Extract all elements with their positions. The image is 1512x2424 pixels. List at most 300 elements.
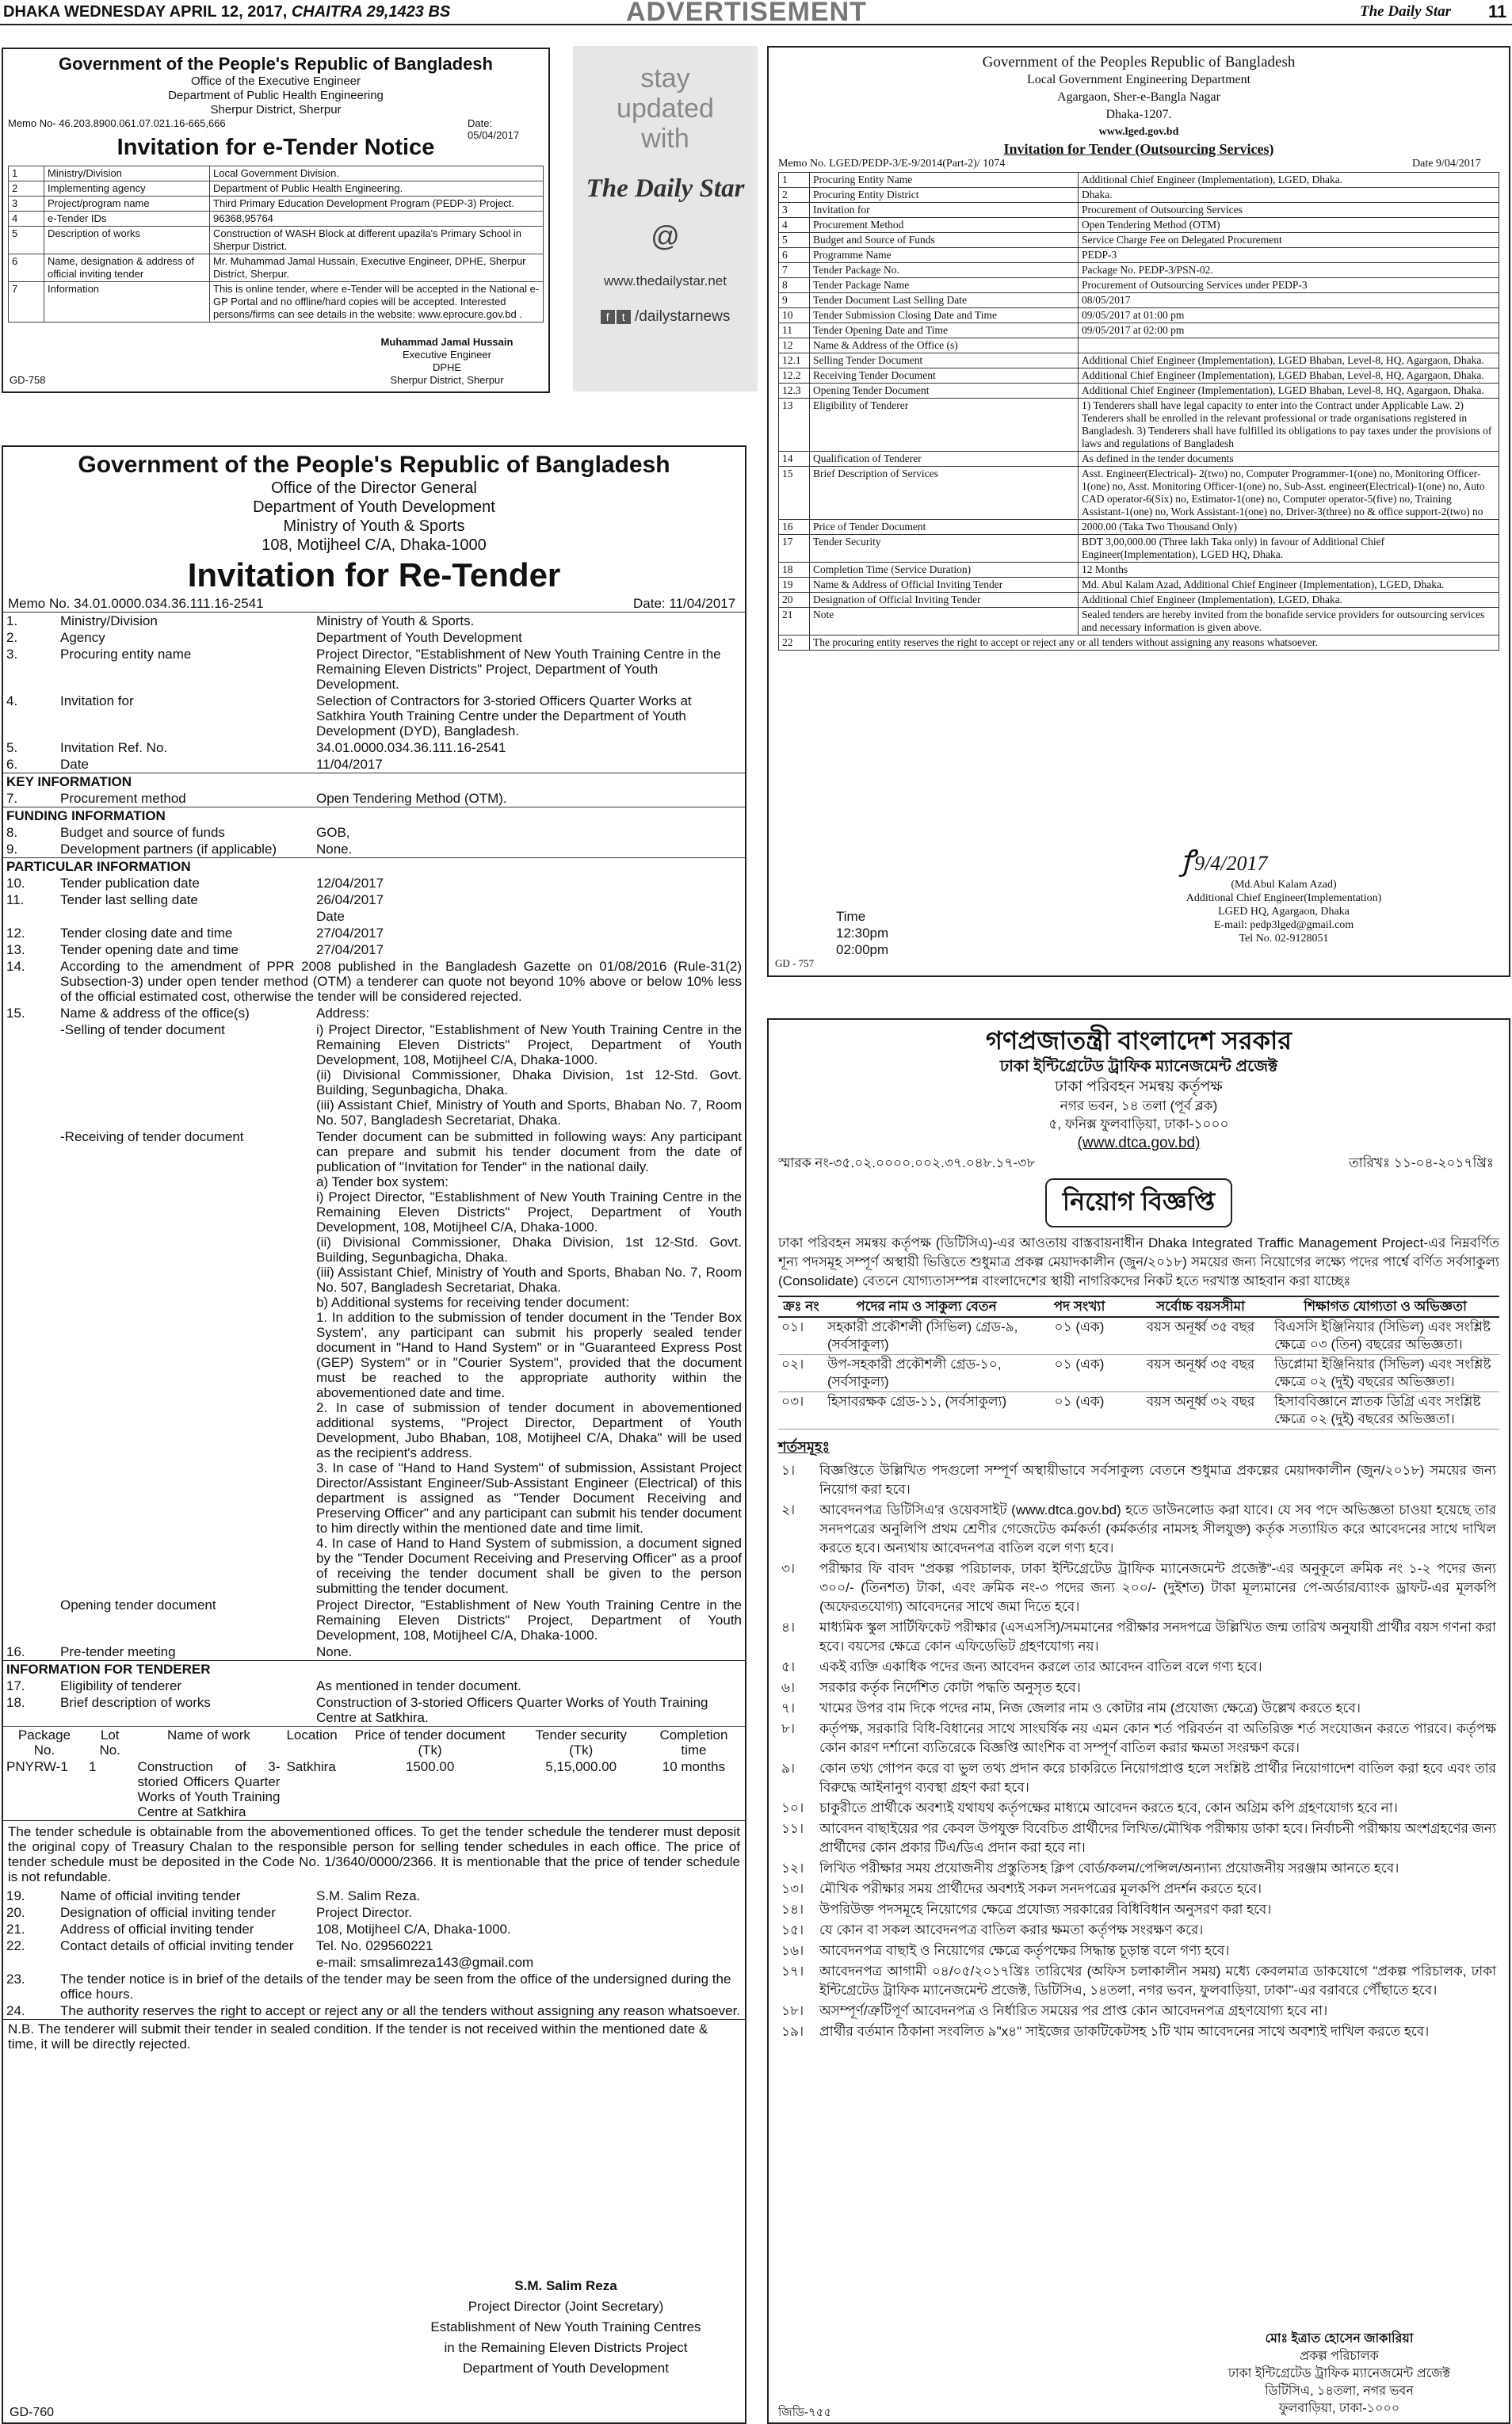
term-text: চাকুরীতে প্রার্থীকে অবশ্যই যথাযথ কর্তৃপক্ষের মাধ্যমে আবেদন করতে হবে, কোন অগ্রিম কপি গ্রহণযোগ্য হবে না।: [819, 1800, 1398, 1815]
table-cell: Development partners (if applicable): [60, 842, 277, 857]
table-row: [3, 756, 745, 773]
table-text: 4. In case of Hand to Hand System of submission, a document signed by the "Tender Document Receiving and Preserving Officer" as a proof of receiving the tender document shall be given to the person submitting the tender document.: [316, 1536, 742, 1596]
package-header-cell: Lot No.: [99, 1727, 120, 1758]
table-cell: [3, 1597, 57, 1643]
table-cell: Tender Package Name: [810, 278, 1079, 293]
ad3-header: Government of the People's Republic of Bangladesh Office of the Director General Department of Youth Development Ministry of Youth & Sports 108, Motijheel C/A, Dhaka-1000 Invitation for Re-Tender: [78, 452, 670, 594]
table-row: [3, 1678, 745, 1694]
ad4-memo-line: স্মারক নং-৩৫.০২.০০০০.০০২.৩৭.০৪৮.১৭-৩৮ তারিখঃ ১১-০৪-২০১৭খ্রিঃ: [778, 1155, 1495, 1170]
term-text: আবেদন বাছাইয়ের পর কেবল উপযুক্ত বিবেচিত প্রার্থীদের লিখিত/মৌখিক পরীক্ষায় ডাকা হবে। নির্বাচনী পরীক্ষায় অংশগ্রহণের জন্য প্রার্থীদের কোন প্রকার টিএ/ডিএ প্রদান করা হবে না।: [819, 1821, 1496, 1855]
table-cell: 9.: [6, 842, 18, 857]
ad2-memo-line: Memo No. LGED/PEDP-3/E-9/2014(Part-2)/ 1074 Date 9/04/2017: [778, 158, 1481, 170]
table-row: [779, 248, 1499, 263]
table-cell: 22.: [6, 1938, 25, 1953]
ad2-signature: (Md.Abul Kalam Azad) Additional Chief Engineer(Implementation) LGED HQ, Agargaon, Dhaka E-mail: pedp3lged@gmail.com Tel No. 02-9128051: [1186, 879, 1382, 945]
section-heading: [3, 858, 745, 876]
facebook-icon: f: [601, 310, 615, 324]
table-cell: Tender opening date and time: [60, 942, 239, 957]
table-row: [3, 629, 745, 646]
table-cell: [313, 1597, 745, 1643]
term-text: অসম্পূর্ণ/ত্রুটিপূর্ণ আবেদনপত্র ও নির্ধারিত সময়ের পর প্রাপ্ত কোন আবেদনপত্র গ্রহণযোগ্য হবে না।: [819, 2003, 1328, 2018]
table-cell: Procurement method: [60, 791, 186, 806]
table-cell: Construction of 3-storied Officers Quarter Works of Youth Training Centre at Satkhira.: [316, 1695, 708, 1725]
table-cell: Programme Name: [810, 248, 1079, 263]
table-cell: 09/05/2017 at 01:00 pm: [1079, 308, 1499, 323]
table-text: 1. In addition to the submission of tender document in the 'Tender Box System', any participant can submit his properly sealed tender document in "Hand to Hand System" or in "Guaranteed Express Post (GEP) System" or in "Courier System", provided that the document must be reached to the appropriate authority within the abovementioned date and time.: [316, 1310, 742, 1400]
table-cell: Receiving Tender Document: [810, 368, 1079, 384]
table-text: 3. In case of "Hand to Hand System" of submission, Assistant Project Director/Assistant Engineer/Sub-Assistant Engineer (Electrical) of this department is assigned as "Tender Document Receiving and Preserving Officer" and any participant can submit his tender document to him directly within the mentioned date and time limit.: [316, 1460, 742, 1536]
ad4-intro: ঢাকা পরিবহন সমন্বয় কর্তৃপক্ষ (ডিটিসিএ)-এর আওতায় বাস্তবায়নাধীন Dhaka Integrated Traffic Management Project-এর নিম্নবর্ণিত শূন্য পদসমূহ সম্পূর্ণ অস্থায়ী ভিত্তিতে শুধুমাত্র প্রকল্প মেয়াদকালীন (জুন/২০১৮) সময়ের জন্য নিয়োগের লক্ষ্যে পদের পার্শ্বে বর্ণিত সর্বসাকুল্য (Consolidate) বেতনে যোগ্যতাসম্পন্ন বাংলাদেশের স্থায়ী নাগরিকদের নিকট হতে দরখাস্ত আহবান করা যাচ্ছেঃ: [778, 1235, 1499, 1288]
table-cell: 16: [779, 520, 810, 535]
ad4-conditions-heading: শর্তসমূহঃ: [778, 1439, 830, 1455]
table-cell: Eligibility of tenderer: [60, 1678, 182, 1693]
table-cell: 09/05/2017 at 02:00 pm: [1079, 323, 1499, 338]
package-header-cell: Completion time: [659, 1727, 728, 1758]
table-cell: PEDP-3: [1079, 248, 1499, 263]
table-row: [3, 1904, 745, 1921]
table-cell: 20.: [6, 1905, 25, 1920]
position-cell: সহকারী প্রকৌশলী (সিভিল) গ্রেড-৯, (সর্বসাকুল্য): [824, 1317, 1029, 1355]
table-cell: 16.: [6, 1644, 25, 1659]
table-cell: Procuring entity name: [60, 647, 192, 662]
ad2-code: GD - 757: [775, 957, 815, 969]
table-cell: Project Director.: [316, 1905, 412, 1920]
term-row: [778, 1899, 1499, 1920]
promo-tagline: stay updated with: [617, 63, 714, 154]
table-cell: [313, 1021, 745, 1128]
ad4-signature: মোঃ ইত্রাত হোসেন জাকারিয়া প্রকল্প পরিচালক ঢাকা ইন্টিগ্রেটেড ট্রাফিক ম্যানেজমেন্ট প্রজেক্ট ডিটিসিএ, ১৪তলা, নগর ভবন ফুলবাড়িয়া, ঢাকা-১০০০: [1228, 2332, 1451, 2415]
table-cell: Dhaka.: [1079, 188, 1499, 203]
table-row: [779, 293, 1499, 308]
position-cell: ০১ (এক): [1029, 1317, 1130, 1355]
table-cell: Tender closing date and time: [60, 926, 233, 941]
page-number: 11: [1488, 2, 1507, 21]
table-cell: Tender Submission Closing Date and Time: [810, 308, 1079, 323]
table-cell: This is online tender, where e-Tender will be accepted in the National e-GP Portal and no offline/hard copies will be accepted. Interested persons/firms can see details in the website: www.eprocure.gov.bd .: [210, 282, 544, 323]
table-cell: Name of official inviting tender: [60, 1888, 241, 1903]
term-text: কোন তথ্য গোপন করে বা ভুল তথ্য প্রদান করে চাকরিতে নিয়োগপ্রাপ্ত হলে সংশ্লিষ্ট প্রার্থীর নিয়োগাদেশ বাতিল করা হবে এবং তার বিরুদ্ধে আইনানুগ ব্যবস্থা গ্রহণ করা হবে।: [819, 1761, 1496, 1795]
table-cell: Address:: [316, 1006, 370, 1021]
table-cell: Budget and Source of Funds: [810, 233, 1079, 248]
table-cell: Implementing agency: [44, 181, 210, 197]
table-text: (iii) Assistant Chief, Ministry of Youth and Sports, Bhaban No. 7, Room No. 507, Bangladesh Secretariat, Dhaka.: [316, 1097, 742, 1128]
table-cell: Procurement Method: [810, 218, 1079, 233]
table-cell: 12.2: [779, 368, 810, 384]
term-number: ৮।: [781, 1721, 796, 1736]
table-row: [3, 1021, 745, 1128]
table-row: [3, 1128, 745, 1597]
ad1-memo-line: Memo No- 46.203.8900.061.07.021.16-665,666 Date: 05/04/2017: [8, 117, 520, 141]
table-cell: 9: [779, 293, 810, 308]
term-number: ৬।: [781, 1680, 796, 1695]
package-header-row: [3, 1727, 745, 1759]
table-cell: 1: [779, 173, 810, 188]
table-row: [779, 399, 1499, 452]
ad3-signature: S.M. Salim Reza Project Director (Joint Secretary) Establishment of New Youth Training Centres in the Remaining Eleven Districts Project Department of Youth Development: [430, 2278, 701, 2376]
table-row: [779, 563, 1499, 578]
term-row: [778, 1819, 1499, 1858]
table-cell: 12: [779, 338, 810, 353]
ad-lged-tender: [767, 46, 1510, 977]
table-cell: Date: [60, 757, 89, 772]
table-row: [3, 739, 745, 756]
table-cell: Designation of Official Inviting Tender: [810, 593, 1079, 608]
table-text: 2. In case of submission of tender document in abovementioned additional systems, "Project Director, Department of Youth Development, Jubo Bhaban, 108, Motijheel C/A, Dhaka" will be used as the recipient's address.: [316, 1400, 742, 1460]
table-row: [779, 608, 1499, 636]
ad3-nb: N.B. The tenderer will submit their tender in sealed condition. If the tender is not received within the mentioned date & time, it will be directly rejected.: [3, 2019, 745, 2053]
table-cell: Qualification of Tenderer: [810, 452, 1079, 467]
table-cell: Tender Security: [810, 535, 1079, 563]
position-cell: বয়স অনূর্ধ্ব ৩৫ বছর: [1130, 1355, 1271, 1392]
table-cell: 108, Motijheel C/A, Dhaka-1000.: [316, 1922, 511, 1937]
table-cell: 26/04/2017: [316, 892, 384, 907]
table-text: Tender document can be submitted in following ways: Any participant can prepare and submit his tender document from the date of publication of "Invitation for Tender" in the national daily.: [316, 1129, 742, 1174]
table-cell: Invitation Ref. No.: [60, 740, 168, 755]
table-cell: 13.: [6, 942, 25, 957]
term-row: [778, 1961, 1499, 2001]
term-number: ১৫।: [781, 1922, 804, 1937]
table-cell: 14.: [6, 959, 25, 974]
table-row: [779, 338, 1499, 353]
table-cell: Selling Tender Document: [810, 353, 1079, 368]
term-row: [778, 1879, 1499, 1899]
table-cell: Note: [810, 608, 1079, 636]
table-cell: Service Charge Fee on Delegated Procurement: [1079, 233, 1499, 248]
table-cell: Ministry of Youth & Sports.: [316, 613, 475, 628]
table-cell: Project/program name: [44, 197, 210, 212]
table-cell: [3, 1128, 57, 1597]
table-row: [3, 693, 745, 739]
table-text: b) Additional systems for receiving tender document:: [316, 1295, 629, 1310]
table-cell: Brief description of works: [60, 1695, 211, 1710]
position-cell: বিএসসি ইঞ্জিনিয়ার (সিভিল) এবং সংশ্লিষ্ট ক্ষেত্রে ০৩ (তিন) বছরের অভিজ্ঞতা।: [1271, 1317, 1499, 1355]
table-cell: Procuring Entity District: [810, 188, 1079, 203]
package-header-cell: Location: [286, 1727, 338, 1743]
table-cell: Tel. No. 029560221: [316, 1938, 433, 1953]
table-cell: 7: [9, 282, 44, 323]
table-cell: 12/04/2017: [316, 876, 384, 891]
ad3-paragraph: The tender schedule is obtainable from the abovementioned offices. To get the tender schedule the tenderer must deposit the original copy of Treasury Chalan to the responsible person for selling tender schedules in each office. The price of tender schedule must be deposited in the Code No. 1/3640/0000/2366. It is mentionable that the price of tender schedule is not refundable.: [3, 1820, 745, 1888]
table-row: [9, 166, 544, 181]
table-cell: Additional Chief Engineer (Implementation), LGED Bhaban, Level-8, HQ, Agargaon, Dhaka.: [1079, 384, 1499, 399]
table-cell: [525, 1904, 745, 1921]
table-cell: 3.: [6, 647, 18, 662]
term-number: ১৯।: [781, 2024, 804, 2039]
table-row: [779, 263, 1499, 278]
table-row: [3, 1694, 745, 1726]
table-cell: Tender Package No.: [810, 263, 1079, 278]
twitter-icon: t: [617, 310, 631, 324]
table-cell: 18.: [6, 1695, 25, 1710]
table-cell: Local Government Division.: [210, 166, 544, 181]
term-number: ১৬।: [781, 1943, 804, 1958]
table-row: [779, 278, 1499, 293]
table-row: [3, 1921, 745, 1937]
table-cell: As mentioned in tender document.: [316, 1678, 521, 1693]
table-cell: Completion Time (Service Duration): [810, 563, 1079, 578]
position-cell: ০৩।: [778, 1392, 824, 1430]
page-header: [0, 0, 1512, 25]
ad1-title: Invitation for e-Tender Notice: [116, 135, 435, 160]
table-row: [3, 1971, 745, 2002]
term-row: [778, 1941, 1499, 1961]
time-value: 12:30pm: [836, 926, 889, 941]
table-cell: Eligibility of Tenderer: [810, 399, 1079, 452]
term-text: লিখিত পরীক্ষার সময় প্রয়োজনীয় প্রস্তুতিসহ ক্লিপ বোর্ড/কলম/পেন্সিল/অন্যান্য প্রয়োজনীয় সরঞ্জাম আনতে হবে।: [819, 1861, 1399, 1876]
promo-logo: The Daily Star: [586, 174, 745, 203]
table-cell: 1) Tenderers shall have legal capacity to enter into the Contract under Applicable Law. 2) Tenderers shall be enrolled in the relevant professional or trade organisations registered in Bangladesh. 3) Tenderers shall have fulfilled its obligations to pay taxes under the provisions of laws and regulations of Bangladesh: [1079, 399, 1499, 452]
table-row: [9, 227, 544, 254]
table-row: [9, 181, 544, 197]
table-row: [779, 452, 1499, 467]
table-cell: 1.: [6, 613, 18, 628]
section-heading-text: FUNDING INFORMATION: [3, 807, 745, 825]
table-cell: 8: [779, 278, 810, 293]
table-cell: Opening Tender Document: [810, 384, 1079, 399]
table-cell: e-Tender IDs: [44, 212, 210, 227]
section-heading-text: INFORMATION FOR TENDERER: [3, 1661, 745, 1678]
table-cell: Asst. Engineer(Electrical)- 2(two) no, Computer Programmer-1(one) no, Monitoring Officer-1(one) no, Asst. Monitoring Officer-1(one) no, Sub-Asst. engineer(Electrical)-1(one) no, Auto CAD operator-6(Six) no, Estimator-1(one) no, Computer operator-5(five) no, Training Assistant-1(one) no, Work Assistant-1(one) no, Driver-3(three) no & office support-2(two) no: [1079, 467, 1499, 520]
positions-header-cell: ক্রঃ নং: [778, 1296, 824, 1317]
ad1-code: GD-758: [10, 374, 46, 386]
positions-header-cell: শিক্ষাগত যোগ্যতা ও অভিজ্ঞতা: [1271, 1296, 1499, 1317]
table-text: i) Project Director, "Establishment of New Youth Training Centre in the Remaining Eleven Districts" Project, Department of Youth Development, 108, Motijheel C/A, Dhaka-1000.: [316, 1022, 742, 1067]
ad1-signature: Muhammad Jamal Hussain Executive Engineer DPHE Sherpur District, Sherpur: [380, 336, 514, 386]
package-cell: 5,15,000.00: [545, 1759, 617, 1774]
position-cell: ডিপ্লোমা ইঞ্জিনিয়ার (সিভিল) এবং সংশ্লিষ্ট ক্ষেত্রে ০২ (দুই) বছরের অভিজ্ঞতা।: [1271, 1355, 1499, 1392]
table-cell: Procurement of Outsourcing Services under PEDP-3: [1079, 278, 1499, 293]
table-row: [3, 875, 745, 891]
promo-url[interactable]: www.thedailystar.net: [604, 273, 727, 288]
table-cell: Third Primary Education Development Program (PEDP-3) Project.: [210, 197, 544, 212]
table-row: [779, 188, 1499, 203]
table-cell: 3: [9, 197, 44, 212]
ad1-office: Office of the Executive Engineer Department of Public Health Engineering Sherpur District, Sherpur: [168, 74, 384, 116]
table-cell: 15.: [6, 1006, 25, 1021]
term-row: [778, 1678, 1499, 1698]
table-cell: Description of works: [44, 227, 210, 254]
table-cell: [525, 1888, 745, 1904]
table-cell: [57, 1954, 313, 1971]
ad-etender-sherpur: [2, 48, 550, 393]
table-row: [779, 593, 1499, 608]
table-cell: Department of Public Health Engineering.: [210, 181, 544, 197]
positions-header: [778, 1296, 1499, 1317]
table-cell: Invitation for: [60, 693, 134, 708]
table-row: [779, 578, 1499, 593]
ad1-table: [8, 166, 544, 323]
promo-social[interactable]: f t /dailystarnews: [573, 308, 758, 326]
term-text: উপরিউক্ত পদসমূহে নিয়োগের ক্ষেত্রে প্রযোজ্য সরকারের বিধিবিধান অনুসরণ করা হবে।: [819, 1902, 1272, 1917]
position-cell: ০১।: [778, 1317, 824, 1355]
table-cell: Package No. PEDP-3/PSN-02.: [1079, 263, 1499, 278]
positions-header-cell: সর্বোচ্চ বয়সসীমা: [1130, 1296, 1271, 1317]
table-cell: 10: [779, 308, 810, 323]
table-cell: Additional Chief Engineer (Implementation), LGED, Dhaka.: [1079, 593, 1499, 608]
section-title: ADVERTISEMENT: [626, 0, 867, 27]
term-number: ১৮।: [781, 2003, 804, 2018]
section-heading-text: KEY INFORMATION: [3, 773, 745, 791]
table-cell: Open Tendering Method (OTM).: [316, 791, 507, 806]
table-cell: 4.: [6, 693, 18, 708]
table-cell: The procuring entity reserves the right to accept or reject any or all tenders without assigning any reasons whatsoever.: [810, 636, 1499, 651]
table-row: [3, 925, 745, 941]
term-text: কর্তৃপক্ষ, সরকারি বিধি-বিধানের সাথে সাংঘর্ষিক নয় এমন কোন শর্ত পরিবর্তন বা অতিরিক্ত শর্ত সংযোজন করতে পারবে। কর্তৃপক্ষ কোন কারণ দর্শানো ব্যতিরেকে বিজ্ঞপ্তি আংশিক বা সম্পূর্ণ বাতিল করার ক্ষমতা সংরক্ষণ করে।: [819, 1721, 1496, 1755]
term-row: [778, 1758, 1499, 1798]
table-cell: 21.: [6, 1922, 25, 1937]
header-date: DHAKA WEDNESDAY APRIL 12, 2017, CHAITRA 29,1423 BS: [3, 3, 451, 21]
table-cell: Additional Chief Engineer (Implementation), LGED Bhaban, Level-8, HQ, Agargaon, Dhaka.: [1079, 353, 1499, 368]
table-row: [9, 197, 544, 212]
table-row: [3, 908, 745, 925]
table-cell: Selection of Contractors for 3-storied Officers Quarter Works at Satkhira Youth Training Centre under the Department of Youth Development (DYD), Bangladesh.: [316, 693, 692, 739]
ad2-header: Government of the Peoples Republic of Bangladesh Local Government Engineering Department Agargaon, Sher-e-Bangla Nagar Dhaka-1207. www.lged.gov.bd: [982, 54, 1296, 138]
table-row: [779, 636, 1499, 651]
term-row: [778, 1559, 1499, 1617]
package-header-cell: Tender security (Tk): [535, 1727, 627, 1758]
table-cell: 19.: [6, 1888, 25, 1903]
table-cell: 12 Months: [1079, 563, 1499, 578]
table-row: [3, 1005, 745, 1021]
time-header: Time: [836, 909, 866, 924]
table-cell: Procuring Entity Name: [810, 173, 1079, 188]
email-link[interactable]: e-mail: smsalimreza143@gmail.com: [316, 1955, 534, 1970]
table-text: a) Tender box system:: [316, 1174, 449, 1189]
table-row: [3, 958, 745, 1005]
table-cell: Agency: [60, 630, 105, 645]
table-cell: 2.: [6, 630, 18, 645]
table-cell: Department of Youth Development: [316, 630, 522, 645]
term-text: মাধ্যমিক স্কুল সার্টিফিকেট পরীক্ষার (এসএসসি)/সমমানের পরীক্ষার সনদপত্রে উল্লিখিত জন্ম তারিখ অনুযায়ী প্রার্থীর বয়স গণনা করা হবে। বয়সের ক্ষেত্রে কোন এফিডেভিট গ্রহণযোগ্য নয়।: [819, 1620, 1496, 1654]
table-cell: -Selling of tender document: [60, 1022, 225, 1037]
daily-star-promo: [573, 46, 758, 391]
table-cell: Invitation for: [810, 203, 1079, 218]
table-cell: -Receiving of tender document: [60, 1129, 244, 1144]
table-cell: 13: [779, 399, 810, 452]
ad4-terms: [778, 1460, 1499, 2042]
term-number: ৫।: [781, 1659, 796, 1674]
term-number: ১৭।: [781, 1964, 804, 1979]
table-cell: The authority reserves the right to accept or reject any or all the tenders without assigning any reason whatsoever.: [60, 2003, 741, 2018]
ad3-code: GD-760: [10, 2406, 55, 2419]
position-cell: উপ-সহকারী প্রকৌশলী গ্রেড-১০, (সর্বসাকুল্য): [824, 1355, 1029, 1392]
package-row: [3, 1758, 745, 1820]
table-cell: BDT 3,00,000.00 (Three lakh Taka only) in favour of Additional Chief Engineer(Implementation), LGED HQ, Dhaka.: [1079, 535, 1499, 563]
ad4-code: জিডি-৭৫৫: [778, 2406, 832, 2419]
table-cell: [313, 908, 866, 925]
ad2-handwritten-signature: ꝭ9/4/2017: [1181, 845, 1268, 876]
table-row: [9, 212, 544, 227]
table-cell: 20: [779, 593, 810, 608]
ad3-memo-line: Memo No. 34.01.0000.034.36.111.16-2541 Date: 11/04/2017: [8, 596, 736, 611]
table-cell: The tender notice is in brief of the details of the tender may be seen from the office of the undersigned during the office hours.: [60, 1972, 731, 2002]
position-cell: হিসাবরক্ষক গ্রেড-১১, (সর্বসাকুল্য): [824, 1392, 1029, 1430]
table-row: [779, 173, 1499, 188]
position-cell: বয়স অনূর্ধ্ব ৩২ বছর: [1130, 1392, 1271, 1430]
table-row: [779, 233, 1499, 248]
table-cell: 11: [779, 323, 810, 338]
term-number: ২।: [781, 1502, 796, 1517]
table-cell: Tender publication date: [60, 876, 200, 891]
table-cell: Additional Chief Engineer (Implementation), LGED Bhaban, Level-8, HQ, Agargaon, Dhaka.: [1079, 368, 1499, 384]
table-cell: 17: [779, 535, 810, 563]
table-cell: [525, 1921, 745, 1937]
table-cell: Ministry/Division: [44, 166, 210, 181]
table-cell: [313, 1128, 745, 1597]
table-cell: Contact details of official inviting tender: [60, 1938, 294, 1953]
table-cell: [3, 908, 57, 925]
table-cell: Brief Description of Services: [810, 467, 1079, 520]
package-cell: 10 months: [662, 1759, 726, 1774]
date-value: 27/04/2017: [316, 926, 384, 941]
table-cell: Designation of official inviting tender: [60, 1905, 276, 1920]
table-cell: 2: [779, 188, 810, 203]
table-cell: 14: [779, 452, 810, 467]
table-cell: 3: [779, 203, 810, 218]
table-row: [779, 218, 1499, 233]
table-cell: 10.: [6, 876, 25, 891]
table-cell: Md. Abul Kalam Azad, Additional Chief Engineer (Implementation), LGED, Dhaka.: [1079, 578, 1499, 593]
table-cell: Construction of WASH Block at different upazila's Primary School in Sherpur District.: [210, 227, 544, 254]
table-cell: 23.: [6, 1972, 25, 1987]
table-cell: Additional Chief Engineer (Implementation), LGED, Dhaka.: [1079, 173, 1499, 188]
table-cell: Ministry/Division: [60, 613, 158, 628]
term-text: আবেদনপত্র বাছাই ও নিয়োগের ক্ষেত্রে কর্তৃপক্ষের সিদ্ধান্ত চূড়ান্ত বলে গণ্য হবে।: [819, 1943, 1230, 1958]
positions-header-cell: পদ সংখ্যা: [1029, 1296, 1130, 1317]
table-cell: [57, 908, 313, 925]
table-cell: 34.01.0000.034.36.111.16-2541: [316, 740, 506, 755]
term-text: আবেদনপত্র আগামী ০৪/০৫/২০১৭খ্রিঃ তারিখের (অফিস চলাকালীন সময়) মধ্যে কেবলমাত্র ডাকযোগে "প্রকল্প পরিচালক, ঢাকা ইন্টিগ্রেটেড ট্রাফিক ম্যানেজমেন্ট প্রজেক্ট, ডিটিসিএ, ১৪তলা, নগর ভবন, ফুলবাড়িয়া, ঢাকা"-এর বরাবরে পৌঁছাতে হবে।: [819, 1964, 1496, 1998]
table-cell: None.: [316, 842, 353, 857]
table-row: [3, 1937, 745, 1954]
table-cell: 8.: [6, 825, 18, 840]
position-cell: বয়স অনূর্ধ্ব ৩৫ বছর: [1130, 1317, 1271, 1355]
table-row: [779, 353, 1499, 368]
table-row: [779, 520, 1499, 535]
term-number: ১২।: [781, 1861, 804, 1876]
table-cell: 7: [779, 263, 810, 278]
ad2-title: Invitation for Tender (Outsourcing Services): [1003, 141, 1274, 157]
table-cell: 15: [779, 467, 810, 520]
table-text: (ii) Divisional Commissioner, Dhaka Division, 1st 12-Std. Govt. Building, Segunbagicha, Dhaka.: [316, 1067, 742, 1097]
table-cell: 96368,95764: [210, 212, 544, 227]
position-cell: ০১ (এক): [1029, 1392, 1130, 1430]
table-row: [3, 824, 745, 841]
table-cell: S.M. Salim Reza.: [316, 1888, 421, 1903]
table-row: [3, 2002, 745, 2019]
term-row: [778, 1617, 1499, 1657]
term-row: [778, 1858, 1499, 1879]
table-cell: 12.1: [779, 353, 810, 368]
table-row: [3, 790, 745, 807]
term-row: [778, 1798, 1499, 1819]
table-cell: 24.: [6, 2003, 25, 2018]
table-cell: [525, 1937, 745, 1954]
table-cell: According to the amendment of PPR 2008 published in the Bangladesh Gazette on 01/08/2016 (Rule-31(2) Subsection-3) under open tender method (OTM) a tenderer can quote not beyond 10% above or below 10% less of the official estimated cost, otherwise the tender will be considered rejected.: [60, 959, 742, 1004]
ad-dtca-recruitment: [767, 1018, 1510, 2424]
table-cell: 4: [779, 218, 810, 233]
table-row: [779, 308, 1499, 323]
table-cell: 4: [9, 212, 44, 227]
table-cell: 1: [9, 166, 44, 181]
table-row: [3, 1643, 745, 1661]
table-cell: [1079, 338, 1499, 353]
table-row: [3, 1597, 745, 1643]
table-row: [3, 941, 745, 958]
table-cell: Name & address of the office(s): [60, 1006, 250, 1021]
term-number: ১।: [781, 1463, 796, 1478]
time-value: 02:00pm: [836, 942, 889, 957]
